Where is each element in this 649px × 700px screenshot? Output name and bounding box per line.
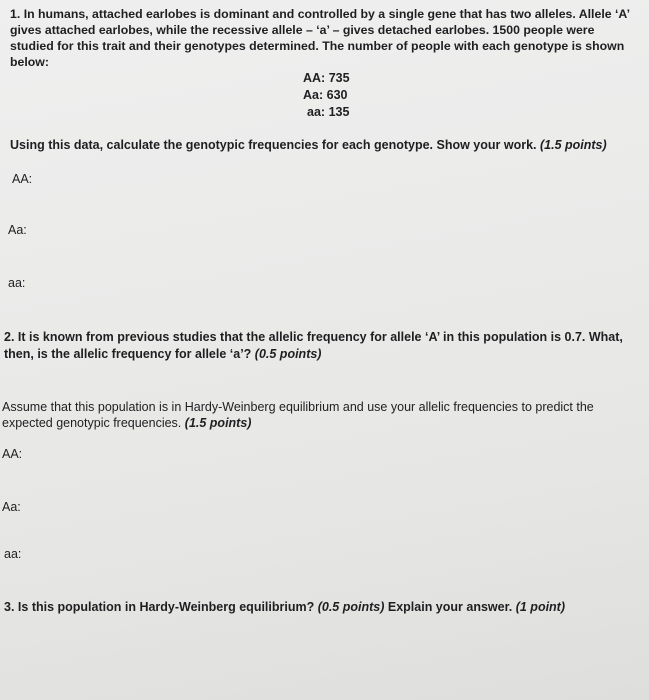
data-count-AA: 735	[328, 71, 350, 85]
q2-answer-AA: AA:	[2, 447, 23, 461]
data-row-AA	[303, 70, 350, 86]
question-2-number: 2.	[4, 330, 15, 344]
data-count-Aa: 630	[326, 88, 348, 102]
assume-text-2: expected genotypic frequencies.	[2, 416, 182, 430]
q1-answer-aa: aa:	[8, 276, 26, 290]
data-genotype-aa: aa:	[307, 105, 326, 119]
q1-answer-Aa: Aa:	[8, 223, 27, 237]
question-2-line-1	[4, 329, 623, 345]
question-2-text-1: It is known from previous studies that the allelic frequency for allele ‘A’ in this population is 0.7. What,	[17, 330, 623, 344]
assume-line-2	[2, 415, 251, 431]
question-2-text-2: then, is the allelic frequency for allele ‘a’?	[4, 347, 252, 361]
question-3-number: 3.	[4, 600, 15, 614]
q2-answer-aa: aa:	[4, 547, 22, 561]
question-2-line-2	[4, 346, 321, 362]
question-1-number: 1.	[10, 7, 21, 21]
q3-points-1: (0.5 points)	[317, 600, 385, 614]
q1-instruction	[10, 137, 607, 153]
data-count-aa: 135	[328, 105, 350, 119]
question-3-text: Is this population in Hardy-Weinberg equilibrium?	[17, 600, 315, 614]
q2-points: (0.5 points)	[254, 347, 322, 361]
question-3-text-2: Explain your answer.	[387, 600, 513, 614]
q1-answer-AA: AA:	[12, 172, 33, 186]
data-genotype-AA: AA:	[303, 71, 326, 85]
data-row-aa	[307, 104, 349, 120]
question-3	[4, 599, 565, 615]
q1-points: (1.5 points)	[540, 138, 607, 152]
q3-points-2: (1 point)	[515, 600, 566, 614]
question-1-text: In humans, attached earlobes is dominant and controlled by a single gene that has two alleles. Allele ‘A’ gives attached earlobes, while the recessive allele – ‘a’ – gives detached earlobes. 1500 people were studied for this trait and their genotypes determined. The number of people with each genotype is shown below:	[10, 7, 630, 69]
data-genotype-Aa: Aa:	[303, 88, 324, 102]
q2-answer-Aa: Aa:	[2, 500, 21, 514]
assume-line-1: Assume that this population is in Hardy-Weinberg equilibrium and use your allelic frequencies to predict the	[2, 400, 594, 414]
q1-instruction-text: Using this data, calculate the genotypic frequencies for each genotype. Show your work.	[10, 138, 537, 152]
data-row-Aa	[303, 87, 348, 103]
question-1	[10, 6, 640, 70]
assume-points: (1.5 points)	[184, 416, 252, 430]
